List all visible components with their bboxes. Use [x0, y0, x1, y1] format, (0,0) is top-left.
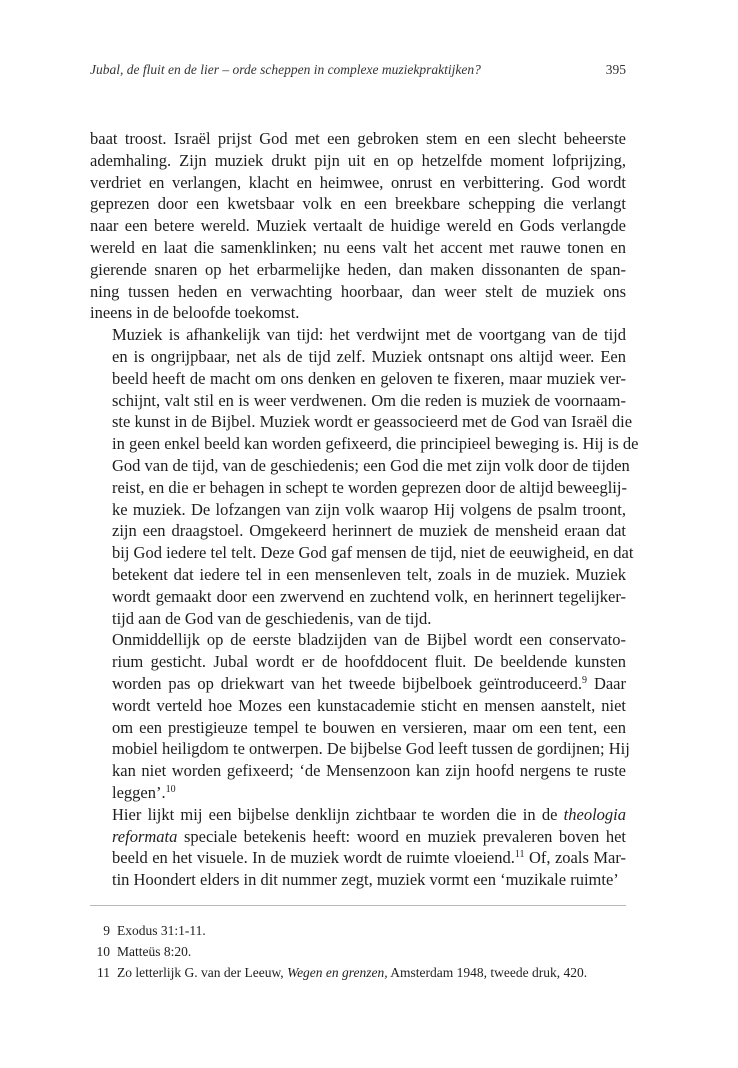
text-line: [90, 215, 626, 237]
text-line: [90, 520, 626, 542]
text-line: [90, 629, 626, 651]
text-line: [90, 346, 626, 368]
text-line: [90, 847, 626, 869]
footnote-separator: [90, 905, 626, 906]
line-text: rium gesticht. Jubal wordt er de hoofddocent fluit. De beeldende kunsten: [112, 652, 626, 672]
line-text: beeld heeft de macht om ons denken en geloven te fixeren, maar muziek ver-: [112, 368, 626, 388]
text-line: [90, 193, 626, 215]
line-text: baat troost. Israël prijst God met een gebroken stem en een slecht beheerste: [90, 129, 626, 148]
text-line: [90, 390, 626, 412]
line-text: wordt gemaakt door een zwervend en zuchtend volk, en herinnert tegelijker-: [112, 586, 626, 606]
footnote-text-part: Matteüs 8:20.: [117, 944, 192, 959]
line-text: worden pas op driekwart van het tweede bijbelboek geïntroduceerd.: [112, 673, 583, 693]
line-text: om een prestigieuze tempel te bouwen en versieren, maar om een tent, een: [112, 717, 626, 737]
text-line: [90, 826, 626, 848]
text-line: [90, 651, 626, 673]
running-title: Jubal, de fluit en de lier – orde scheppen in complexe muziekpraktijken?: [90, 62, 481, 77]
text-line: [90, 717, 626, 739]
text-line: [90, 259, 626, 281]
line-text: ke muziek. De lofzangen van zijn volk waarop Hij volgens de psalm troont,: [112, 499, 626, 519]
line-text: ste kunst in de Bijbel. Muziek wordt er geassocieerd met de God van Israël die: [112, 412, 633, 432]
text-line: [90, 586, 626, 608]
text-line: [90, 281, 626, 303]
footnote-text: [117, 941, 191, 962]
text-line: [90, 608, 626, 630]
footnote-ref: 9: [582, 674, 588, 686]
line-text: naar een betere wereld. Muziek vertaalt de huidige wereld en Gods verlangde: [90, 216, 626, 236]
emphasis: theologia: [563, 804, 626, 824]
text-line: [90, 760, 626, 782]
footnotes: [90, 920, 630, 983]
text-line: [90, 477, 626, 499]
text-line: [90, 542, 634, 564]
text-line: [90, 433, 639, 455]
footnote-number: 9: [103, 923, 110, 938]
footnote-text-part: Exodus 31:1-11.: [117, 923, 206, 938]
text-line: [90, 324, 626, 346]
line-text: betekent dat iedere tel in een mensenleven telt, zoals in de muziek. Muziek: [112, 564, 626, 584]
line-text: God van de tijd, van de geschiedenis; een God die met zijn volk door de tijden: [112, 455, 630, 475]
line-text: schijnt, valt stil en is weer verdwenen. Om die reden is muziek de voornaam-: [112, 390, 626, 410]
line-text: verdriet en verlangen, klacht en heimwee, onrust en verbittering. God wordt: [90, 172, 626, 192]
text-line: [90, 869, 626, 891]
line-text: Of, zoals Mar-: [524, 848, 627, 868]
line-text: ineens in de beloofde toekomst.: [90, 303, 300, 323]
line-text: Muziek is afhankelijk van tijd: het verdwijnt met de voortgang van de tijd: [112, 325, 626, 345]
footnote: [90, 941, 630, 962]
footnote-number: 10: [96, 944, 110, 959]
line-text: bij God iedere tel telt. Deze God gaf mensen de tijd, niet de eeuwigheid, en dat: [112, 543, 634, 563]
page-number: 395: [605, 62, 626, 77]
footnote-text: [117, 962, 587, 983]
line-text: mobiel heiligdom te ontwerpen. De bijbelse God leeft tussen de gordijnen; Hij: [112, 739, 630, 759]
footnote-text-part: Zo letterlijk G. van der Leeuw,: [117, 965, 288, 980]
paragraph: [90, 324, 639, 629]
line-text: en is ongrijpbaar, net als de tijd zelf. Muziek ontsnapt ons altijd weer. Een: [112, 346, 626, 366]
footnote-text: [117, 920, 206, 941]
line-text: kan niet worden gefixeerd; ‘de Mensenzoon kan zijn hoofd nergens te ruste: [112, 761, 626, 781]
line-text: tijd aan de God van de geschiedenis, van de tijd.: [112, 608, 432, 628]
emphasis: reformata: [112, 826, 178, 846]
text-line: [90, 695, 626, 717]
text-line: [90, 804, 626, 826]
text-line: [90, 738, 630, 760]
line-text: Onmiddellijk op de eerste bladzijden van de Bijbel wordt een conservato-: [112, 630, 626, 650]
line-text: in geen enkel beeld kan worden gefixeerd, die principieel beweging is. Hij is de: [112, 434, 639, 454]
text-line: [90, 368, 626, 390]
paragraph: [90, 804, 626, 891]
text-line: [90, 150, 626, 172]
line-text: wordt verteld hoe Mozes een kunstacademie sticht en mensen aanstelt, niet: [112, 695, 626, 715]
footnote-ref: 10: [165, 783, 176, 795]
line-text: speciale betekenis heeft: woord en muziek prevaleren boven het: [177, 826, 626, 846]
line-text: wereld en laat die samenklinken; nu eens valt het accent met rauwe tonen en: [90, 237, 626, 257]
text-line: [90, 673, 626, 695]
line-text: reist, en die er behagen in schept te worden geprezen door de altijd beweeglij-: [112, 477, 627, 497]
line-text: tin Hoondert elders in dit nummer zegt, muziek vormt een ‘muzikale ruimte’: [112, 870, 619, 890]
footnote-text-part: Amsterdam 1948, tweede druk, 420.: [387, 965, 588, 980]
footnote: [90, 920, 630, 941]
line-text: leggen’.: [112, 782, 166, 802]
footnote-title: Wegen en grenzen,: [287, 965, 388, 980]
line-text: geprezen door een kwetsbaar volk en een breekbare schepping die verlangt: [90, 194, 626, 214]
paragraph: [90, 128, 626, 324]
footnote: [90, 962, 630, 983]
running-head: [90, 62, 628, 82]
line-text: beeld en het visuele. In de muziek wordt de ruimte vloeiend.: [112, 848, 515, 868]
line-text: ademhaling. Zijn muziek drukt pijn uit en op hetzelfde moment lofprijzing,: [90, 150, 626, 170]
text-line: [90, 499, 626, 521]
footnote-number: 11: [97, 965, 110, 980]
line-text: gierende snaren op het erbarmelijke heden, dan maken dissonanten de span-: [90, 259, 626, 279]
line-text: Hier lijkt mij een bijbelse denklijn zichtbaar te worden die in de: [112, 804, 564, 824]
line-text: ning tussen heden en verwachting hoorbaar, dan weer stelt de muziek ons: [90, 281, 626, 301]
line-text: zijn een draagstoel. Omgekeerd herinnert de muziek de mensheid eraan dat: [112, 521, 626, 541]
text-line: [90, 172, 626, 194]
text-line: [90, 128, 626, 150]
text-line: [90, 564, 626, 586]
footnote-ref: 11: [514, 849, 525, 861]
text-line: [90, 455, 630, 477]
body-text: [90, 128, 639, 891]
text-line: [90, 302, 626, 324]
text-line: [90, 237, 626, 259]
line-text: Daar: [587, 673, 626, 693]
text-line: [90, 411, 633, 433]
paragraph: [90, 629, 630, 803]
text-line: [90, 782, 626, 804]
